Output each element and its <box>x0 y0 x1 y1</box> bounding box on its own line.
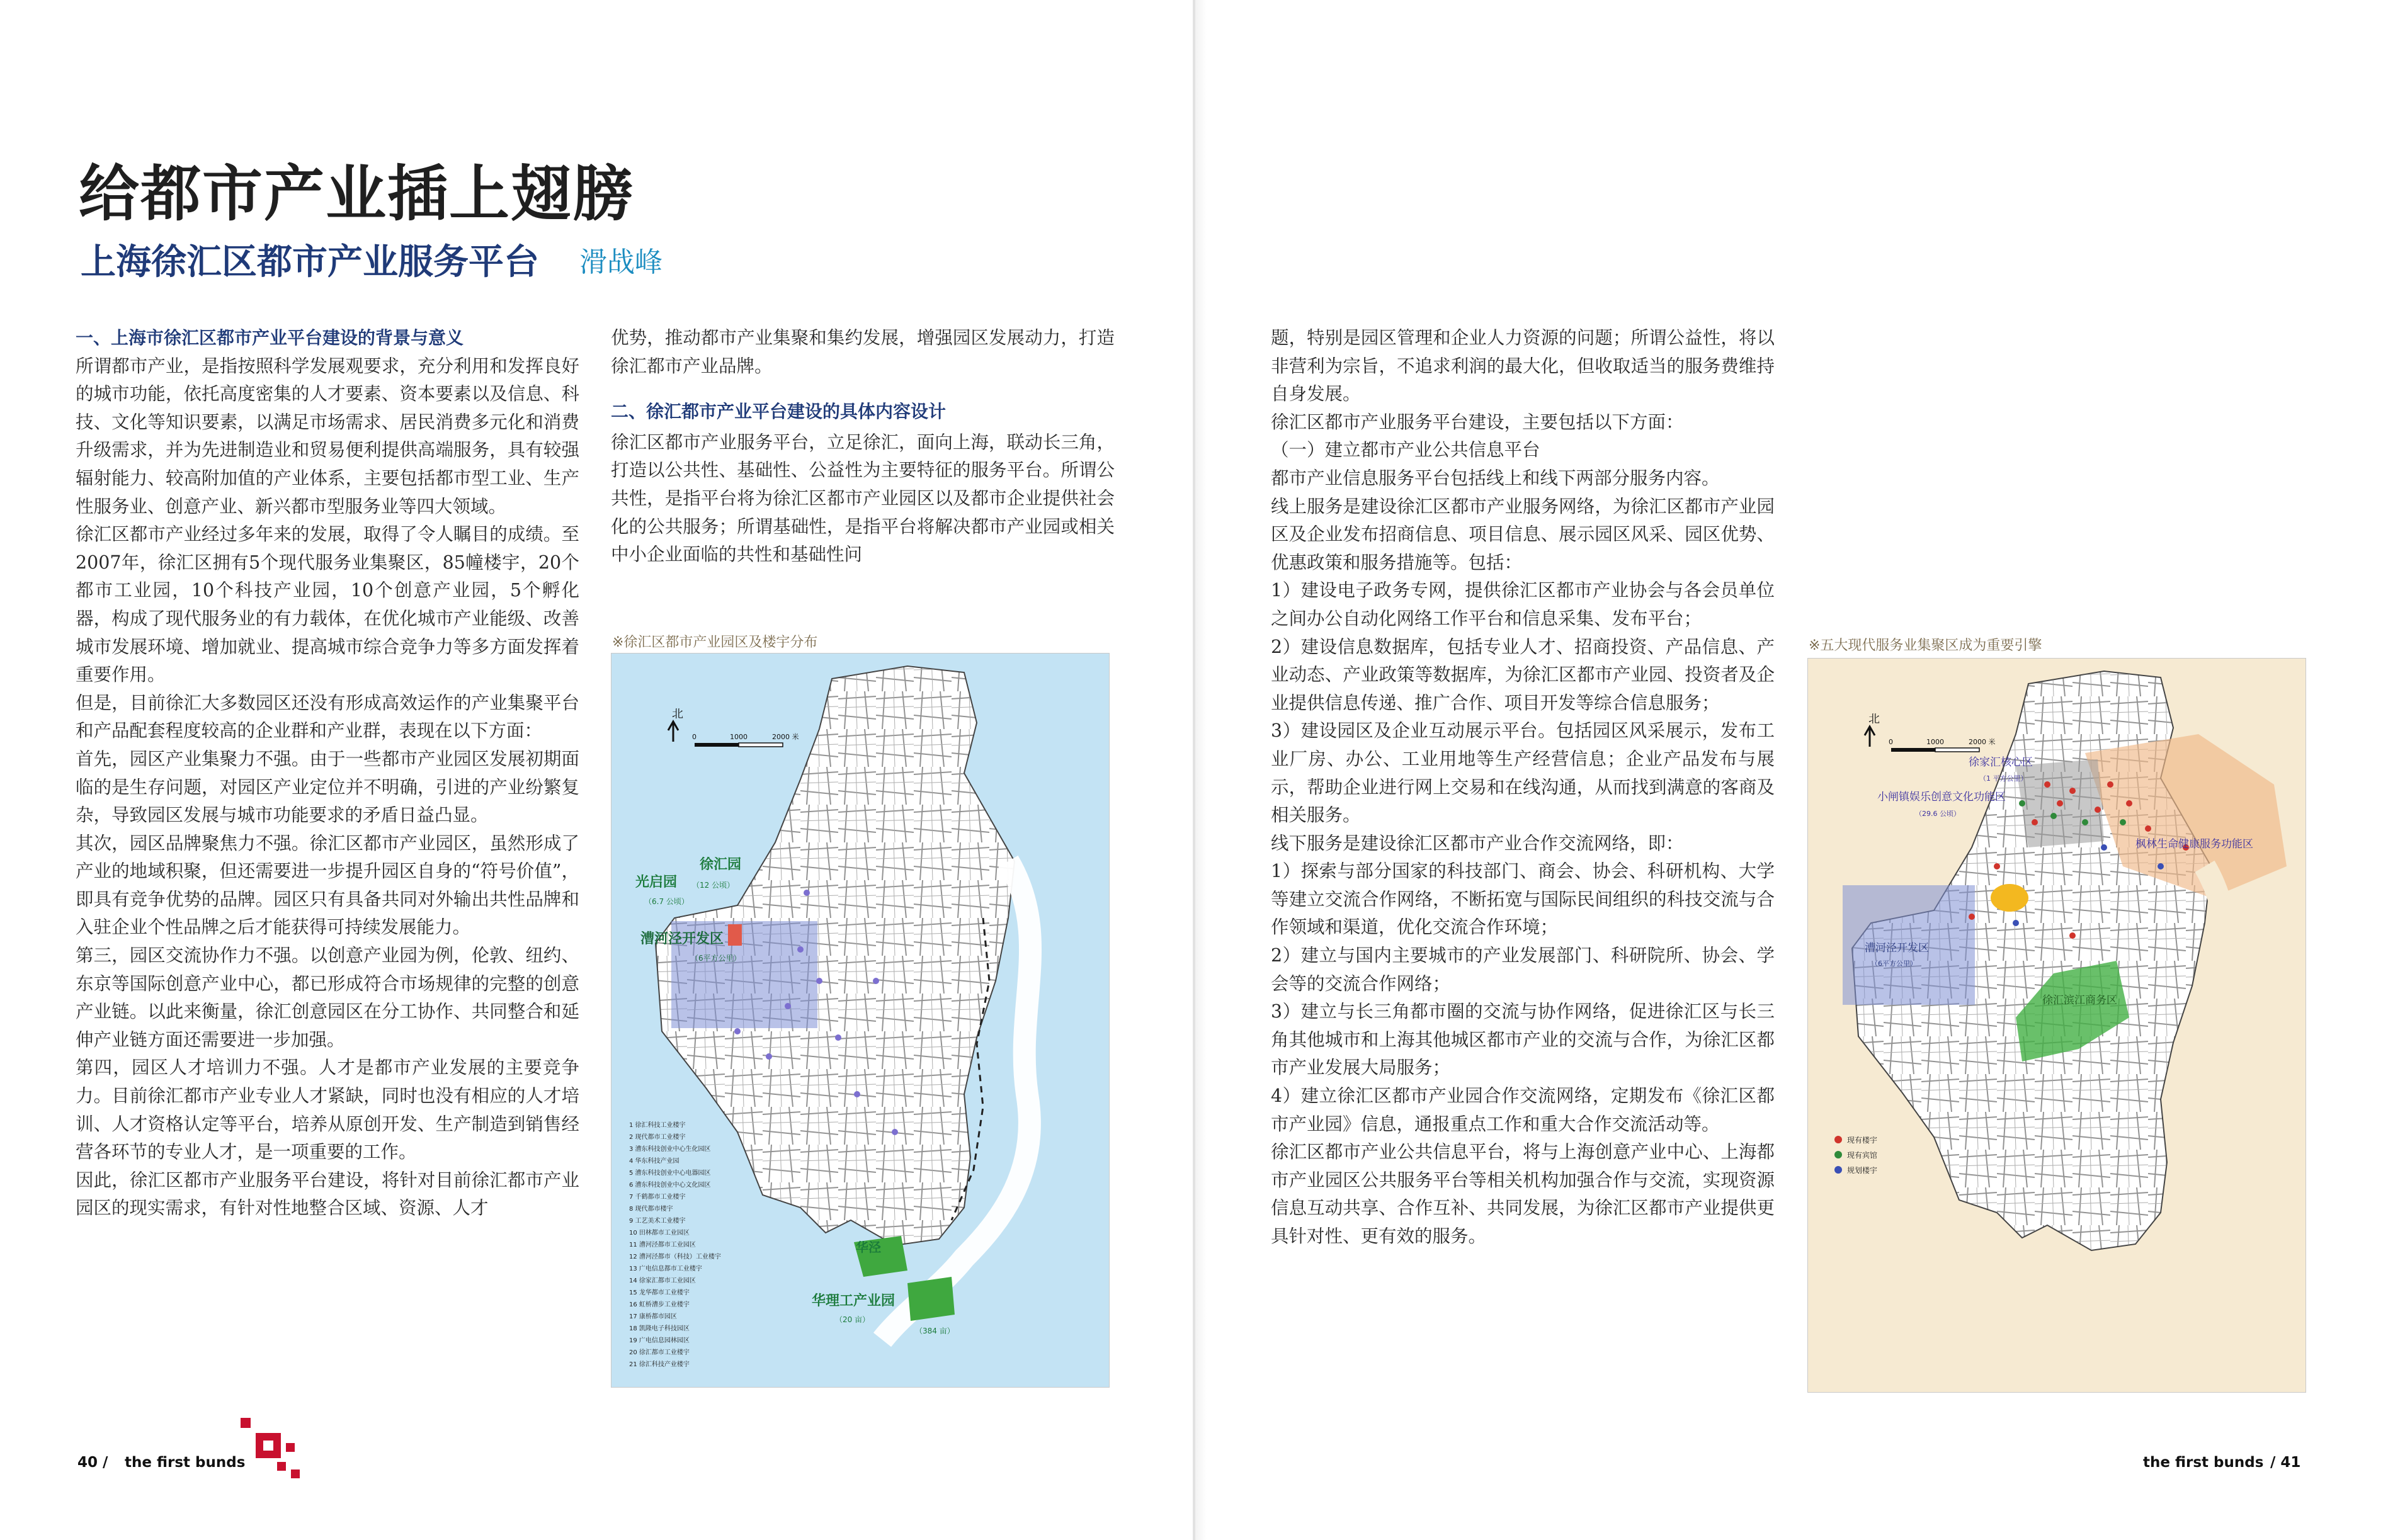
svg-text:3 漕东科技创业中心生化园区: 3 漕东科技创业中心生化园区 <box>629 1146 711 1153</box>
north-arrow-icon <box>1865 727 1875 747</box>
map-caption-2: ※五大现代服务业集聚区成为重要引擎 <box>1809 638 2042 654</box>
scale-label: 1000 <box>730 733 748 741</box>
scale-bar <box>1935 748 1979 752</box>
brand-label-left: the first bunds <box>125 1454 246 1471</box>
scale-label: 2000 米 <box>772 733 799 741</box>
map-label-huali: 华理工产业园 <box>812 1293 896 1309</box>
paragraph: 优势，推动都市产业集聚和集约发展，增强园区发展动力，打造徐汇都市产业品牌。 <box>611 327 1115 377</box>
paragraph: 2）建设信息数据库，包括专业人才、招商投资、产品信息、产业动态、产业政策等数据库，为徐汇区都市产业园、投资者及企业提供信息传递、推广合作、项目开发等综合信息服务； <box>1271 636 1775 713</box>
svg-text:13 广电信息都市工业楼宇: 13 广电信息都市工业楼宇 <box>629 1265 702 1272</box>
paragraph: 3）建立与长三角都市圈的交流与协作网络，促进徐汇区与长三角其他城市和上海其他城区都市产业的交流与合作，为徐汇区都市产业发展大局服务； <box>1271 1001 1775 1079</box>
legend-marker-hotel <box>1834 1151 1842 1158</box>
svg-text:1 徐汇科技工业楼宇: 1 徐汇科技工业楼宇 <box>629 1122 686 1129</box>
svg-text:5 漕东科技创业中心电器园区: 5 漕东科技创业中心电器园区 <box>629 1170 711 1177</box>
map-label-binjiang: 徐汇滨江商务区 <box>2042 994 2117 1007</box>
svg-text:4 华东科技产业园: 4 华东科技产业园 <box>629 1158 679 1165</box>
map-label-xujiahui: 徐家汇核心区 <box>1969 756 2033 769</box>
svg-text:6 漕东科技创业中心文化园区: 6 漕东科技创业中心文化园区 <box>629 1182 711 1189</box>
paragraph: 徐汇区都市产业经过多年来的发展，取得了令人瞩目的成绩。至2007年，徐汇区拥有5个现代服务业集聚区，85幢楼宇，20个都市工业园，10个科技产业园，10个创意产业园，5个孵化器，构成了现代服务业的有力载体，在优化城市产业能级、改善城市发展环境、增加就业、提高城市综合竞争力等多方面发挥着重要作用。 <box>76 524 579 686</box>
svg-text:21 徐汇科技产业楼宇: 21 徐汇科技产业楼宇 <box>629 1361 690 1368</box>
map-label-caohejing: 漕河泾开发区 <box>640 931 724 947</box>
paragraph: 徐汇区都市产业公共信息平台，将与上海创意产业中心、上海都市产业园区公共服务平台等相关机构加强合作与交流，实现资源信息互动共享、合作互补、共同发展，为徐汇区都市产业提供更具针对性、更有效的服务。 <box>1271 1141 1775 1247</box>
map-label-caohejing: 漕河泾开发区 <box>1865 942 1929 954</box>
text-column-2 <box>611 324 1115 569</box>
svg-text:16 虹桥漕步工业楼宇: 16 虹桥漕步工业楼宇 <box>629 1301 690 1308</box>
svg-text:2 现代都市工业楼宇: 2 现代都市工业楼宇 <box>629 1134 686 1141</box>
map-caption-1: ※徐汇区都市产业园区及楼宇分布 <box>612 635 818 650</box>
north-label: 北 <box>672 708 683 721</box>
paragraph: 第三，园区交流协作力不强。以创意产业园为例，伦敦、纽约、东京等国际创意产业中心，都已形成符合市场规律的完整的创意产业链。以此来衡量，徐汇创意园区在分工协作、共同整合和延伸产业链方面还需要进一步加强。 <box>76 945 579 1050</box>
xiaozha-zone <box>1991 884 2028 912</box>
brand-logo-icon <box>241 1418 301 1478</box>
map-label-xuhuiyuan: 徐汇园 <box>700 857 742 873</box>
paragraph: 题，特别是园区管理和企业人力资源的问题；所谓公益性，将以非营利为宗旨，不追求利润的最大化，但收取适当的服务费维持自身发展。 <box>1271 327 1775 405</box>
spread-gutter-shadow <box>1195 0 1207 1540</box>
map-label-caohejing-area: （6平方公里） <box>691 954 741 963</box>
section-heading-2: 二、徐汇都市产业平台建设的具体内容设计 <box>611 401 947 422</box>
north-label: 北 <box>1868 713 1880 726</box>
paragraph: 4）建立徐汇区都市产业园合作交流网络，定期发布《徐汇区都市产业园》信息，通报重点工作和重大合作交流活动等。 <box>1271 1085 1775 1135</box>
paragraph: 第四，园区人才培训力不强。人才是都市产业发展的主要竞争力。目前徐汇都市产业专业人才紧缺，同时也没有相应的人才培训、人才资格认定等平台，培养从原创开发、生产制造到销售经营各环节的专业人才，是一项重要的工作。 <box>76 1057 579 1163</box>
map-label-caohejing-area: （6平方公里） <box>1871 960 1917 968</box>
guangqi-park-marker <box>728 924 742 946</box>
scale-bar <box>739 743 783 747</box>
svg-text:9 工艺美术工业楼宇: 9 工艺美术工业楼宇 <box>629 1218 686 1225</box>
paragraph: 徐汇区都市产业服务平台，立足徐汇，面向上海，联动长三角，打造以公共性、基础性、公益性为主要特征的服务平台。所谓公共性，是指平台将为徐汇区都市产业园区以及都市企业提供社会化的公共服务；所谓基础性，是指平台将解决都市产业园或相关中小企业面临的共性和基础性问 <box>611 431 1115 565</box>
svg-text:14 徐家汇都市工业园区: 14 徐家汇都市工业园区 <box>629 1277 696 1284</box>
district-map-service-clusters <box>1807 658 2306 1393</box>
map-label-guangqi: 光启园 <box>635 875 678 890</box>
paragraph: 但是，目前徐汇大多数园区还没有形成高效运作的产业集聚平台和产品配套程度较高的企业群和产业群，表现在以下方面： <box>76 692 579 742</box>
legend-label: 现有楼宇 <box>1847 1136 1878 1145</box>
district-map-industrial-parks <box>611 653 1110 1388</box>
text-column-1 <box>76 324 579 1223</box>
map-label-guangqi-area: （6.7 公顷） <box>644 897 689 906</box>
paragraph: 徐汇区都市产业服务平台建设，主要包括以下方面： <box>1271 411 1684 433</box>
page-number-right: / 41 <box>2270 1454 2301 1471</box>
text-column-3 <box>1271 324 1775 1251</box>
svg-text:15 龙华都市工业楼宇: 15 龙华都市工业楼宇 <box>629 1289 690 1296</box>
paragraph: 其次，园区品牌聚焦力不强。徐汇区都市产业园区，虽然形成了产业的地域积聚，但还需要进一步提升园区自身的“符号价值”，即具有竞争优势的品牌。园区只有具备共同对外输出共性品牌和入驻企业个性品牌之后才能获得可持续发展能力。 <box>76 832 579 938</box>
paragraph: 线上服务是建设徐汇区都市产业服务网络，为徐汇区都市产业园区及企业发布招商信息、项目信息、展示园区风采、园区优势、优惠政策和服务措施等。包括： <box>1271 495 1775 573</box>
paragraph: 所谓都市产业，是指按照科学发展观要求，充分利用和发挥良好的城市功能，依托高度密集的人才要素、资本要素以及信息、科技、文化等知识要素，以满足市场需求、居民消费多元化和消费升级需求，并为先进制造业和贸易便利提供高端服务，具有较强辐射能力、较高附加值的产业体系，主要包括都市型工业、生产性服务业、创意产业、新兴都市型服务业等四大领域。 <box>76 355 579 517</box>
scale-label: 1000 <box>1926 738 1944 746</box>
legend-marker-planned <box>1834 1166 1842 1174</box>
north-arrow-icon <box>668 722 678 742</box>
paragraph: 线下服务是建设徐汇区都市产业合作交流网络，即： <box>1271 832 1684 854</box>
section-heading-1: 一、上海市徐汇区都市产业平台建设的背景与意义 <box>76 327 464 348</box>
legend-marker-existing <box>1834 1136 1842 1143</box>
map-label-area-384: （384 亩） <box>915 1327 955 1335</box>
map-legend <box>1834 1135 1877 1175</box>
svg-text:20 徐汇都市工业楼宇: 20 徐汇都市工业楼宇 <box>629 1349 690 1356</box>
map-label-huali-area: （20 亩） <box>835 1315 870 1324</box>
paragraph: 首先，园区产业集聚力不强。由于一些都市产业园区发展初期面临的是生存问题，对园区产业定位并不明确，引进的产业纷繁复杂，导致园区发展与城市功能要求的矛盾日益凸显。 <box>76 748 579 826</box>
map-graphic <box>1808 659 2306 1392</box>
svg-text:11 漕河泾都市工业园区: 11 漕河泾都市工业园区 <box>629 1242 696 1248</box>
legend-label: 现有宾馆 <box>1847 1151 1878 1160</box>
paragraph: 因此，徐汇区都市产业服务平台建设，将针对目前徐汇都市产业园区的现实需求，有针对性地整合区域、资源、人才 <box>76 1169 579 1219</box>
map-label-xuhuiyuan-area: （12 公顷） <box>692 881 735 890</box>
huali-park <box>907 1277 955 1321</box>
paragraph: 1）探索与部分国家的科技部门、商会、协会、科研机构、大学等建立交流合作网络，不断拓宽与国际民间组织的科技交流与合作领域和渠道，优化交流合作环境； <box>1271 861 1775 938</box>
article-title: 给都市产业插上翅膀 <box>79 158 634 229</box>
map-legend <box>629 1121 721 1368</box>
svg-text:18 凯隆电子科技园区: 18 凯隆电子科技园区 <box>629 1325 690 1332</box>
paragraph: 2）建立与国内主要城市的产业发展部门、科研院所、协会、学会等的交流合作网络； <box>1271 945 1775 994</box>
map-label-fenglin: 枫林生命健康服务功能区 <box>2135 838 2253 851</box>
map-label-huajing: 华泾 <box>856 1240 881 1255</box>
scale-label: 0 <box>692 733 696 741</box>
paragraph: 都市产业信息服务平台包括线上和线下两部分服务内容。 <box>1271 467 1720 489</box>
svg-text:17 康桥都市园区: 17 康桥都市园区 <box>629 1313 677 1320</box>
paragraph: 1）建设电子政务专网，提供徐汇区都市产业协会与各会员单位之间办公自动化网络工作平台和信息采集、发布平台； <box>1271 580 1775 629</box>
article-author: 滑战峰 <box>579 246 662 278</box>
svg-text:10 田林都市工业园区: 10 田林都市工业园区 <box>629 1230 690 1237</box>
map-label-xujiahui-area: （1 平方公里） <box>1979 774 2028 783</box>
svg-text:19 广电信息园林园区: 19 广电信息园林园区 <box>629 1337 690 1344</box>
svg-text:8 现代都市楼宇: 8 现代都市楼宇 <box>629 1206 673 1213</box>
paragraph: 3）建设园区及企业互动展示平台。包括园区风采展示，发布工业厂房、办公、工业用地等生产经营信息；企业产品发布与展示，帮助企业进行网上交易和在线沟通，从而找到满意的客商及相关服务。 <box>1271 720 1775 826</box>
scale-label: 2000 米 <box>1969 738 1996 746</box>
page-number-left: 40 / <box>77 1454 108 1471</box>
article-subtitle: 上海徐汇区都市产业服务平台 <box>81 242 539 283</box>
svg-text:12 漕河泾都市（科技）工业楼宇: 12 漕河泾都市（科技）工业楼宇 <box>629 1254 721 1260</box>
paragraph: （一）建立都市产业公共信息平台 <box>1271 439 1540 461</box>
scale-label: 0 <box>1889 738 1893 746</box>
map-label-xiaozha-area: （29.6 公顷） <box>1915 810 1960 818</box>
svg-text:7 千鹤都市工业楼宇: 7 千鹤都市工业楼宇 <box>629 1194 686 1201</box>
scale-bar <box>1891 748 1935 752</box>
scale-bar <box>695 743 739 747</box>
map-graphic <box>611 654 1109 1387</box>
brand-label-right: the first bunds <box>2143 1454 2264 1471</box>
legend-label: 规划楼宇 <box>1847 1166 1878 1175</box>
map-label-xiaozha: 小闸镇娱乐创意文化功能区 <box>1877 791 2006 803</box>
